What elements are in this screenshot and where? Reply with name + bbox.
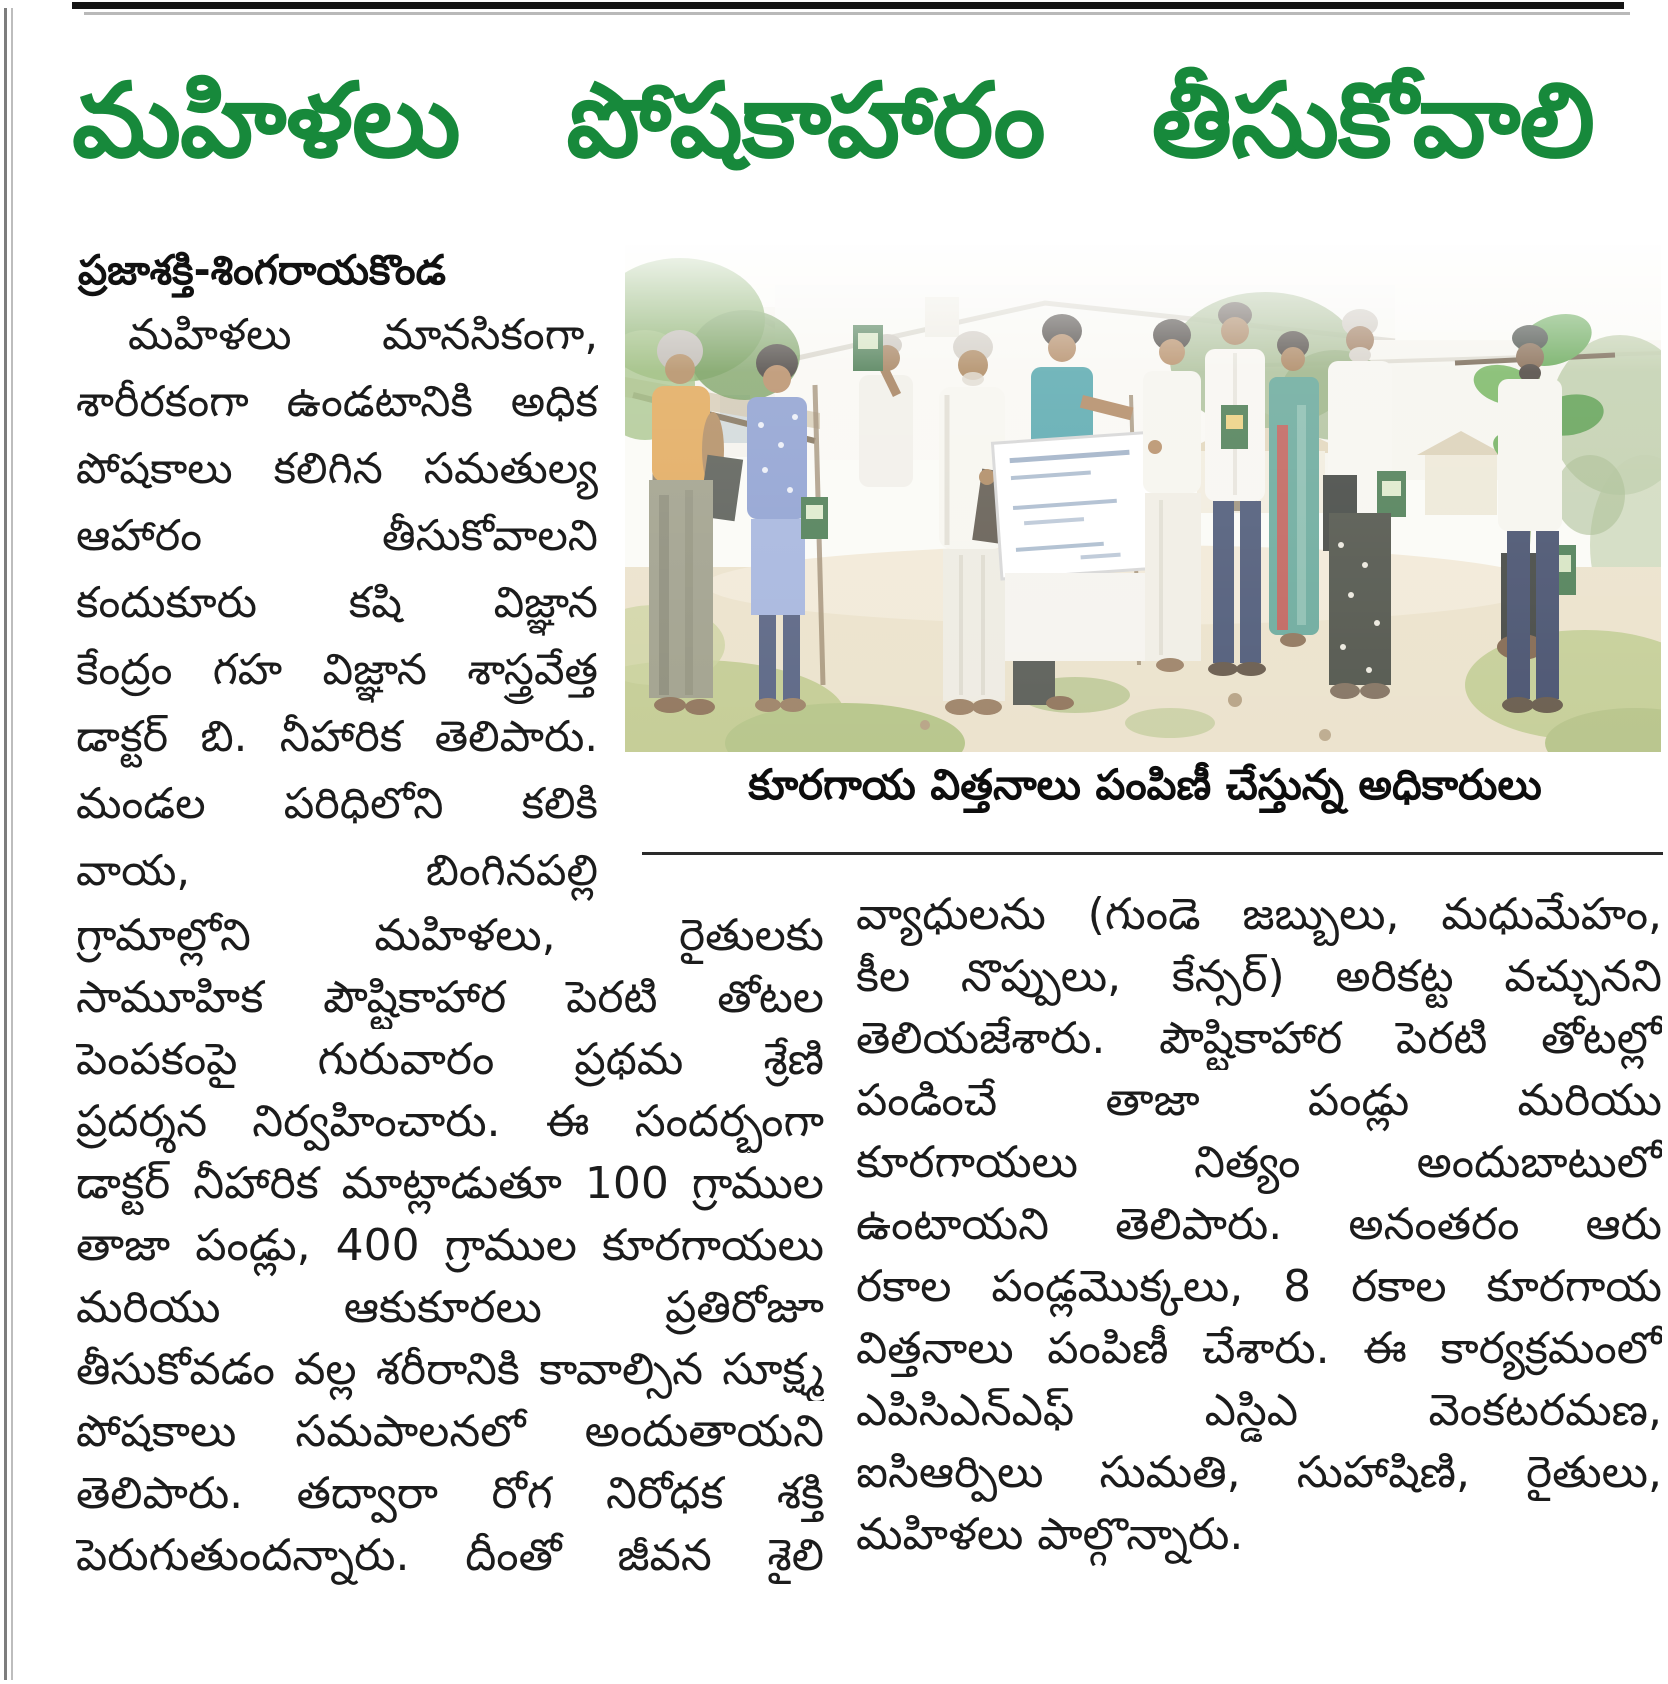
text-line: విత్తనాలు పంపిణీ చేశారు. ఈ కార్యక్రమంలో <box>856 1323 1662 1374</box>
text-line: తెలిపారు. తద్వారా రోగ నిరోధక శక్తి <box>76 1468 824 1519</box>
text-line: పోషకాలు కలిగిన సమతుల్య <box>76 444 598 494</box>
text-line: పెంపకంపై గురువారం ప్రథమ శ్రేణి <box>76 1034 824 1085</box>
text-line: పోషకాలు సమపాలనలో అందుతాయని <box>76 1406 824 1457</box>
text-line: తాజా పండ్లు, 400 గ్రాముల కూరగాయలు <box>76 1220 824 1271</box>
text-line: ఉంటాయని తెలిపారు. అనంతరం ఆరు <box>856 1199 1662 1250</box>
text-line: ఆహారం తీసుకోవాలని <box>76 511 598 561</box>
text-line: డాక్టర్ బి. నీహారిక తెలిపారు. <box>76 712 598 762</box>
text-line: కేంద్రం గహ విజ్ఞాన శాస్త్రవేత్త <box>76 645 598 695</box>
text-line: మండల పరిధిలోని కలికి <box>76 779 598 829</box>
text-line: తీసుకోవడం వల్ల శరీరానికి కావాల్సిన సూక్ష్మ <box>76 1344 824 1395</box>
text-line: ఎపిసిఎన్ఎఫ్ ఎస్డిఎ వెంకటరమణ, <box>856 1385 1662 1436</box>
text-line: కూరగాయలు నిత్యం అందుబాటులో <box>856 1137 1662 1188</box>
text-line: సామూహిక పౌష్టికాహార పెరటి తోటల <box>76 972 824 1023</box>
article-photo <box>625 245 1661 752</box>
text-line: ఐసిఆర్పిలు సుమతి, సుహాషిణి, రైతులు, <box>856 1447 1662 1498</box>
text-line: శారీరకంగా ఉండటానికి అధిక <box>76 377 598 427</box>
column-1-narrow <box>76 302 598 905</box>
left-border-line <box>4 8 7 1680</box>
byline: ప్రజాశక్తి-శింగరాయకొండ <box>78 246 446 294</box>
top-rule-shadow <box>84 12 1630 15</box>
column-1-wide <box>76 905 824 1587</box>
text-line: మరియు ఆకుకూరలు ప్రతిరోజూ <box>76 1282 824 1333</box>
text-line: కందుకూరు కషి విజ్ఞాన <box>76 578 598 628</box>
text-line: మహిళలు పాల్గొన్నారు. <box>856 1509 1244 1560</box>
text-line: రకాల పండ్లమొక్కలు, 8 రకాల కూరగాయ <box>856 1261 1662 1312</box>
text-line: మహిళలు మానసికంగా, <box>128 310 598 360</box>
text-line: పండించే తాజా పండ్లు మరియు <box>856 1075 1662 1126</box>
text-line: వాయ, బింగినపల్లి <box>76 846 598 896</box>
text-line: వ్యాధులను (గుండె జబ్బులు, మధుమేహం, <box>856 889 1662 940</box>
photo-caption: కూరగాయ విత్తనాలు పంపిణీ చేస్తున్న అధికారులు <box>748 760 1542 809</box>
text-line: తెలియజేశారు. పౌష్టికాహార పెరటి తోటల్లో <box>856 1013 1662 1064</box>
text-line: పెరుగుతుందన్నారు. దీంతో జీవన శైలి <box>76 1530 824 1581</box>
photo-wash-flat <box>625 245 1661 752</box>
text-line: కీల నొప్పులు, కేన్సర్) అరికట్ట వచ్చునని <box>856 951 1662 1002</box>
left-border-line-inner <box>11 8 13 1680</box>
text-line: గ్రామాల్లోని మహిళలు, రైతులకు <box>76 910 824 961</box>
column-2 <box>856 884 1662 1566</box>
photo-scene <box>625 245 1661 752</box>
text-line: డాక్టర్ నీహారిక మాట్లాడుతూ 100 గ్రాముల <box>76 1158 824 1209</box>
headline: మహిళలు పోషకాహారం తీసుకోవాలి <box>72 61 1594 181</box>
text-line: ప్రదర్శన నిర్వహించారు. ఈ సందర్భంగా <box>76 1096 824 1147</box>
caption-rule <box>642 852 1663 855</box>
top-rule <box>72 2 1624 9</box>
